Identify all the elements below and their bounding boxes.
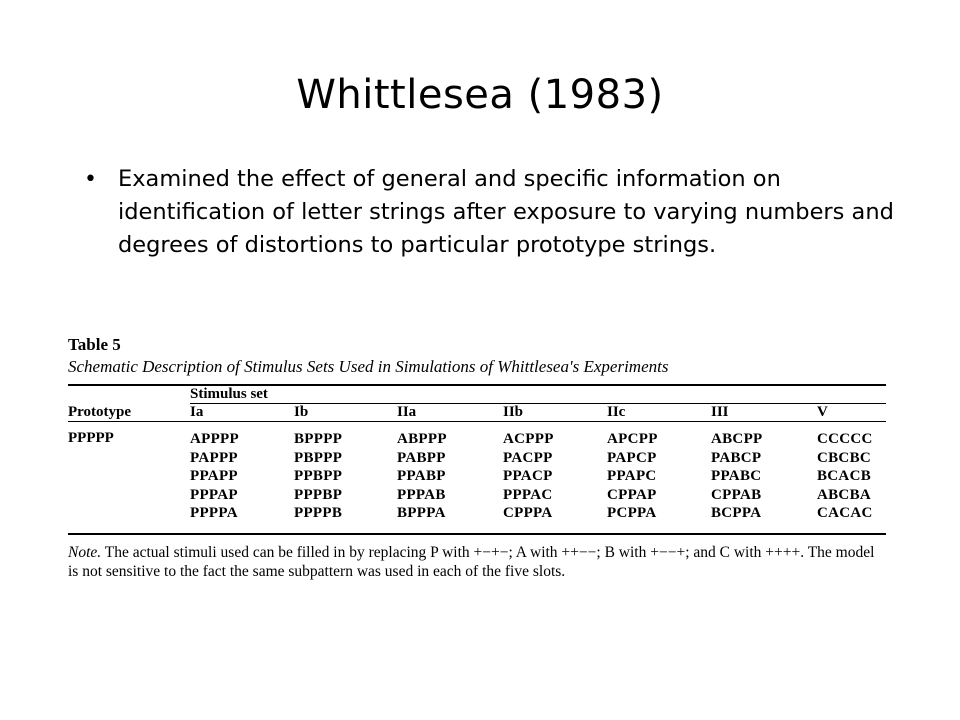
stimulus-string: CPPPA — [503, 505, 553, 521]
stimulus-string: BPPPP — [294, 431, 343, 447]
stimulus-string: ABPPP — [397, 431, 447, 447]
table-figure — [68, 335, 886, 581]
slide-title: Whittlesea (1983) — [296, 72, 664, 118]
stimulus-string: ABCPP — [711, 431, 763, 447]
column-header-v: V — [817, 404, 828, 420]
stimulus-string: APCPP — [607, 431, 658, 447]
set-cell-iic — [607, 422, 711, 531]
prototype-cell: PPPPP — [68, 430, 114, 446]
set-cell-iia — [397, 422, 503, 531]
column-header-iic: IIc — [607, 404, 626, 420]
set-cell-iib — [503, 422, 607, 531]
stimulus-string: CBCBC — [817, 449, 872, 466]
column-header-ib: Ib — [294, 404, 309, 420]
stimulus-string: BCACB — [817, 468, 872, 484]
stimulus-string: PABCP — [711, 449, 762, 466]
column-header-ia: Ia — [190, 404, 204, 420]
stimulus-string: PPPPB — [294, 505, 343, 521]
stimulus-string: PACPP — [503, 449, 553, 466]
stimulus-string: PPABC — [711, 468, 762, 484]
stimulus-string: PPPAC — [503, 486, 553, 503]
table-note — [68, 543, 886, 581]
note-text: The actual stimuli used can be filled in by replacing P with +−+−; A with ++−−; B with +−−+; and C with ++++. The model is not sensitive to the fact the same subpattern was used in each of the five slots. — [68, 543, 875, 580]
table-number: Table 5 — [68, 335, 121, 354]
stimulus-string: PPPBP — [294, 486, 343, 503]
column-header-iib: IIb — [503, 404, 524, 420]
stimulus-string: PPBPP — [294, 468, 343, 484]
set-cell-ib — [294, 422, 397, 531]
set-cell-ia — [190, 422, 294, 531]
stimulus-string: CACAC — [817, 505, 873, 521]
set-cell-iii — [711, 422, 817, 531]
bullet-text: Examined the effect of general and specific information on identification of letter strings after exposure to varying numbers and degrees of distortions to particular prototype strings. — [118, 166, 894, 258]
stimulus-string: PBPPP — [294, 449, 343, 466]
table-caption: Schematic Description of Stimulus Sets Used in Simulations of Whittlesea's Experiments — [68, 357, 669, 376]
stimulus-set-header: Stimulus set — [190, 386, 268, 402]
table-row — [68, 422, 886, 531]
bullet-dot: • — [84, 167, 97, 192]
stimulus-string: ABCBA — [817, 486, 872, 503]
stimulus-string: BCPPA — [711, 505, 762, 521]
stimulus-string: PPPAP — [190, 486, 238, 503]
column-header-iii: III — [711, 404, 729, 420]
note-label: Note. — [68, 543, 102, 561]
stimulus-string: PAPPP — [190, 449, 238, 466]
stimulus-string: CPPAB — [711, 486, 762, 503]
stimulus-string: PPACP — [503, 468, 553, 484]
stimulus-string: PCPPA — [607, 505, 657, 521]
column-header-iia: IIa — [397, 404, 417, 420]
stimulus-string: PABPP — [397, 449, 446, 466]
table-header-row — [68, 404, 886, 422]
bullet-list — [84, 163, 904, 262]
stimulus-string: PPABP — [397, 468, 446, 484]
stimulus-string: CPPAP — [607, 486, 657, 503]
table-bottom-rule — [68, 533, 886, 535]
stimulus-table — [68, 386, 886, 531]
stimulus-string: APPPP — [190, 431, 239, 447]
stimulus-string: PPPAB — [397, 486, 446, 503]
set-cell-v — [817, 422, 886, 531]
stimulus-string: PPAPC — [607, 468, 657, 484]
stimulus-string: BPPPA — [397, 505, 446, 521]
stimulus-string: CCCCC — [817, 431, 873, 447]
stimulus-string: PAPCP — [607, 449, 657, 466]
stimulus-string: ACPPP — [503, 431, 554, 447]
stimulus-string: PPPPA — [190, 505, 238, 521]
stimulus-string: PPAPP — [190, 468, 238, 484]
bullet-item — [84, 163, 904, 262]
column-header-prototype: Prototype — [68, 404, 132, 420]
